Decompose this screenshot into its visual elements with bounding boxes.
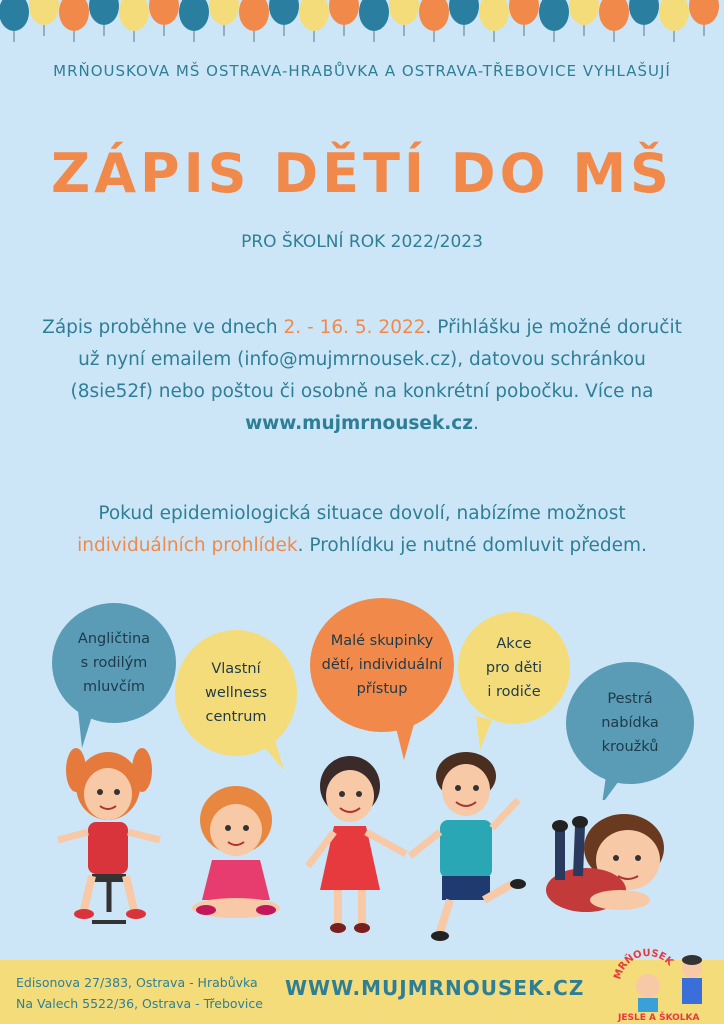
balloon (89, 0, 119, 25)
mrnousek-logo (612, 944, 712, 1022)
balloon (449, 0, 479, 25)
balloon (329, 0, 359, 25)
balloon (239, 0, 269, 31)
balloon (179, 0, 209, 31)
balloon (659, 0, 689, 31)
header-announcement: MRŇOUSKOVA MŠ OSTRAVA-HRABŮVKA A OSTRAVA-TŘEBOVICE VYHLAŠUJÍ (53, 62, 671, 80)
balloon (359, 0, 389, 31)
enrollment-dates: 2. - 16. 5. 2022 (283, 317, 426, 338)
boy-teal-shirt-figure (410, 752, 526, 941)
balloon (389, 0, 419, 25)
children-illustration (0, 740, 724, 960)
logo-bottom-text: JESLE A ŠKOLKA (618, 1013, 700, 1022)
address-trebovice: Na Valech 5522/36, Ostrava - Třebovice (16, 996, 263, 1011)
p2-text-end: . Prohlídku je nutné domluvit předem. (297, 535, 647, 556)
balloons-decoration (0, 0, 724, 50)
address-hrabuvka: Edisonova 27/383, Ostrava - Hrabůvka (16, 975, 258, 990)
p1-text-middle: . Přihlášku je možné doručit už nyní emailem (info@mujmrnousek.cz), datovou schránkou (8sie52f) nebo poštou či osobně na konkrétní pobočku. Více na (70, 317, 682, 402)
p1-text-end: . (473, 413, 479, 434)
balloon (299, 0, 329, 31)
bubble-wellness (175, 630, 297, 756)
balloon (419, 0, 449, 31)
boy-lying-figure (546, 814, 664, 912)
logo-top-text: MRŇOUSEK (612, 947, 676, 981)
balloon (689, 0, 719, 25)
website-link[interactable]: www.mujmrnousek.cz (245, 413, 474, 434)
school-year-subtitle: PRO ŠKOLNÍ ROK 2022/2023 (241, 232, 483, 252)
balloon (0, 0, 29, 31)
p2-text-start: Pokud epidemiologická situace dovolí, nabízíme možnost (98, 503, 626, 524)
bubble-small-groups-text: Malé skupinky dětí, individuální přístup (321, 633, 443, 697)
balloon (29, 0, 59, 25)
balloon (569, 0, 599, 25)
girl-red-dress-figure (308, 756, 406, 933)
bubble-english (52, 603, 176, 723)
bubble-events (458, 612, 570, 724)
balloon (599, 0, 629, 31)
balloon (209, 0, 239, 25)
balloon (149, 0, 179, 25)
tour-info-paragraph (40, 498, 684, 562)
bubble-english-text: Angličtina s rodilým mluvčím (77, 631, 151, 695)
bubble-wellness-text: Vlastní wellness centrum (204, 661, 268, 725)
p1-text-start: Zápis proběhne ve dnech (42, 317, 284, 338)
individual-tours-highlight: individuálních prohlídek (77, 535, 298, 556)
bubble-events-text: Akce pro děti i rodiče (485, 636, 543, 700)
girl-on-stool-figure (58, 748, 160, 922)
bubble-small-groups (310, 598, 454, 732)
balloon (479, 0, 509, 31)
sitting-girl-figure (192, 786, 280, 918)
balloon (509, 0, 539, 25)
balloon (539, 0, 569, 31)
footer-website-link[interactable]: WWW.MUJMRNOUSEK.CZ (285, 976, 585, 1000)
bubble-clubs-text: Pestrá nabídka kroužků (601, 691, 659, 755)
balloon (629, 0, 659, 25)
page-title: ZÁPIS DĚTÍ DO MŠ (51, 142, 673, 205)
balloon (59, 0, 89, 31)
balloon (269, 0, 299, 25)
balloon (119, 0, 149, 31)
enrollment-info-paragraph (40, 312, 684, 440)
